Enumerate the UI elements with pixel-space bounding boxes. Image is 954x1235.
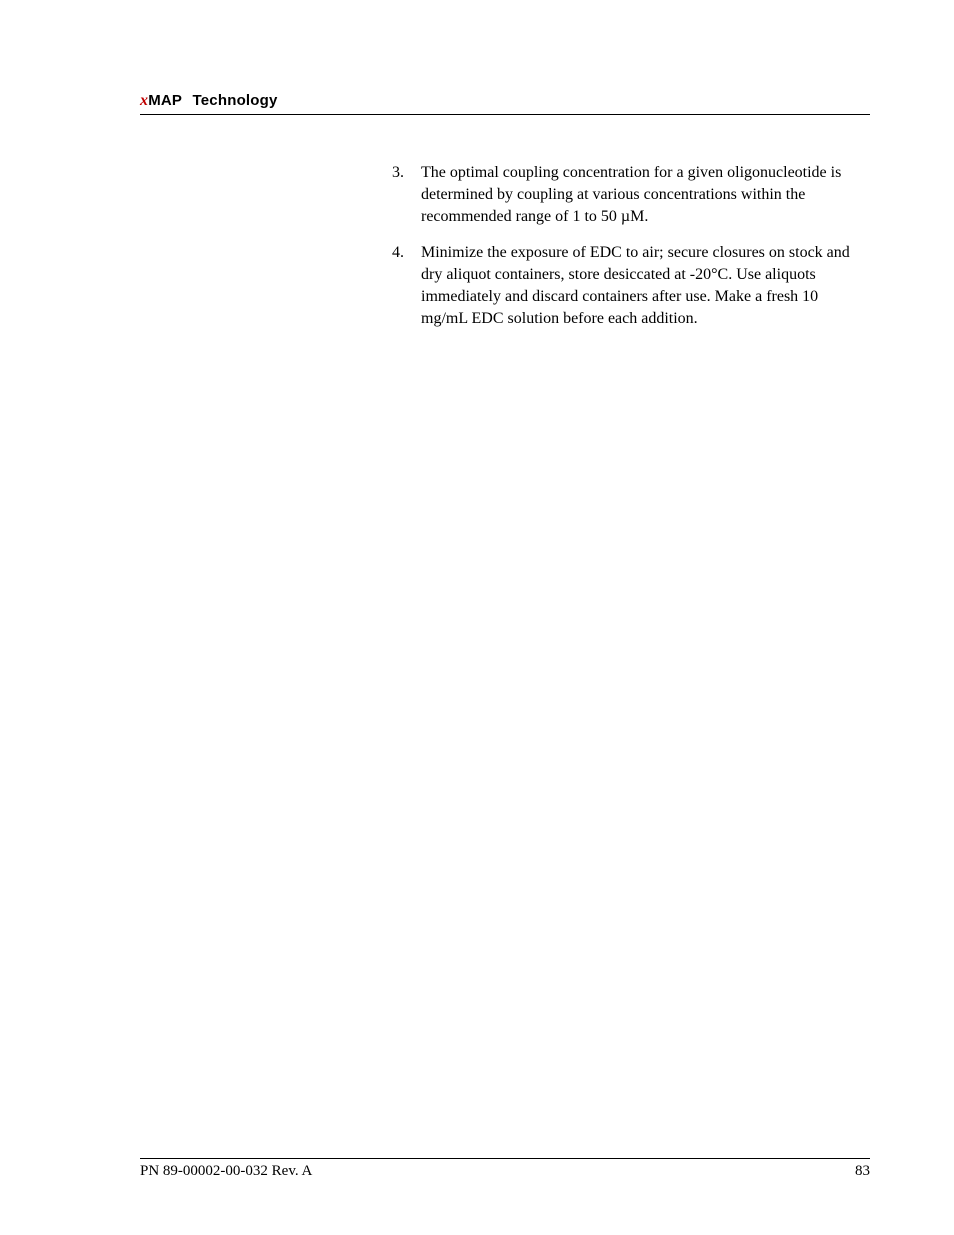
page-number: 83 <box>855 1163 870 1179</box>
procedure-steps <box>392 162 862 344</box>
page-header <box>140 90 870 115</box>
header-title-rest: Technology <box>192 92 278 109</box>
step-text: Minimize the exposure of EDC to air; secure closures on stock and dry aliquot containers, store desiccated at -20°C. Use aliquots immediately and discard containers after use. Make a fresh 10 mg/mL EDC solution before each addition. <box>421 244 850 327</box>
page-footer <box>140 1158 870 1179</box>
step-number: 3. <box>392 164 404 181</box>
step-number: 4. <box>392 244 404 261</box>
part-number: PN 89-00002-00-032 Rev. A <box>140 1163 313 1179</box>
header-title <box>140 92 278 110</box>
list-item <box>392 162 862 228</box>
step-text: The optimal coupling concentration for a given oligonucleotide is determined by coupling at various concentrations within the recommended range of 1 to 50 µM. <box>421 164 842 225</box>
brand-prefix: x <box>140 92 149 109</box>
brand-name: MAP <box>148 92 183 109</box>
list-item <box>392 242 862 330</box>
